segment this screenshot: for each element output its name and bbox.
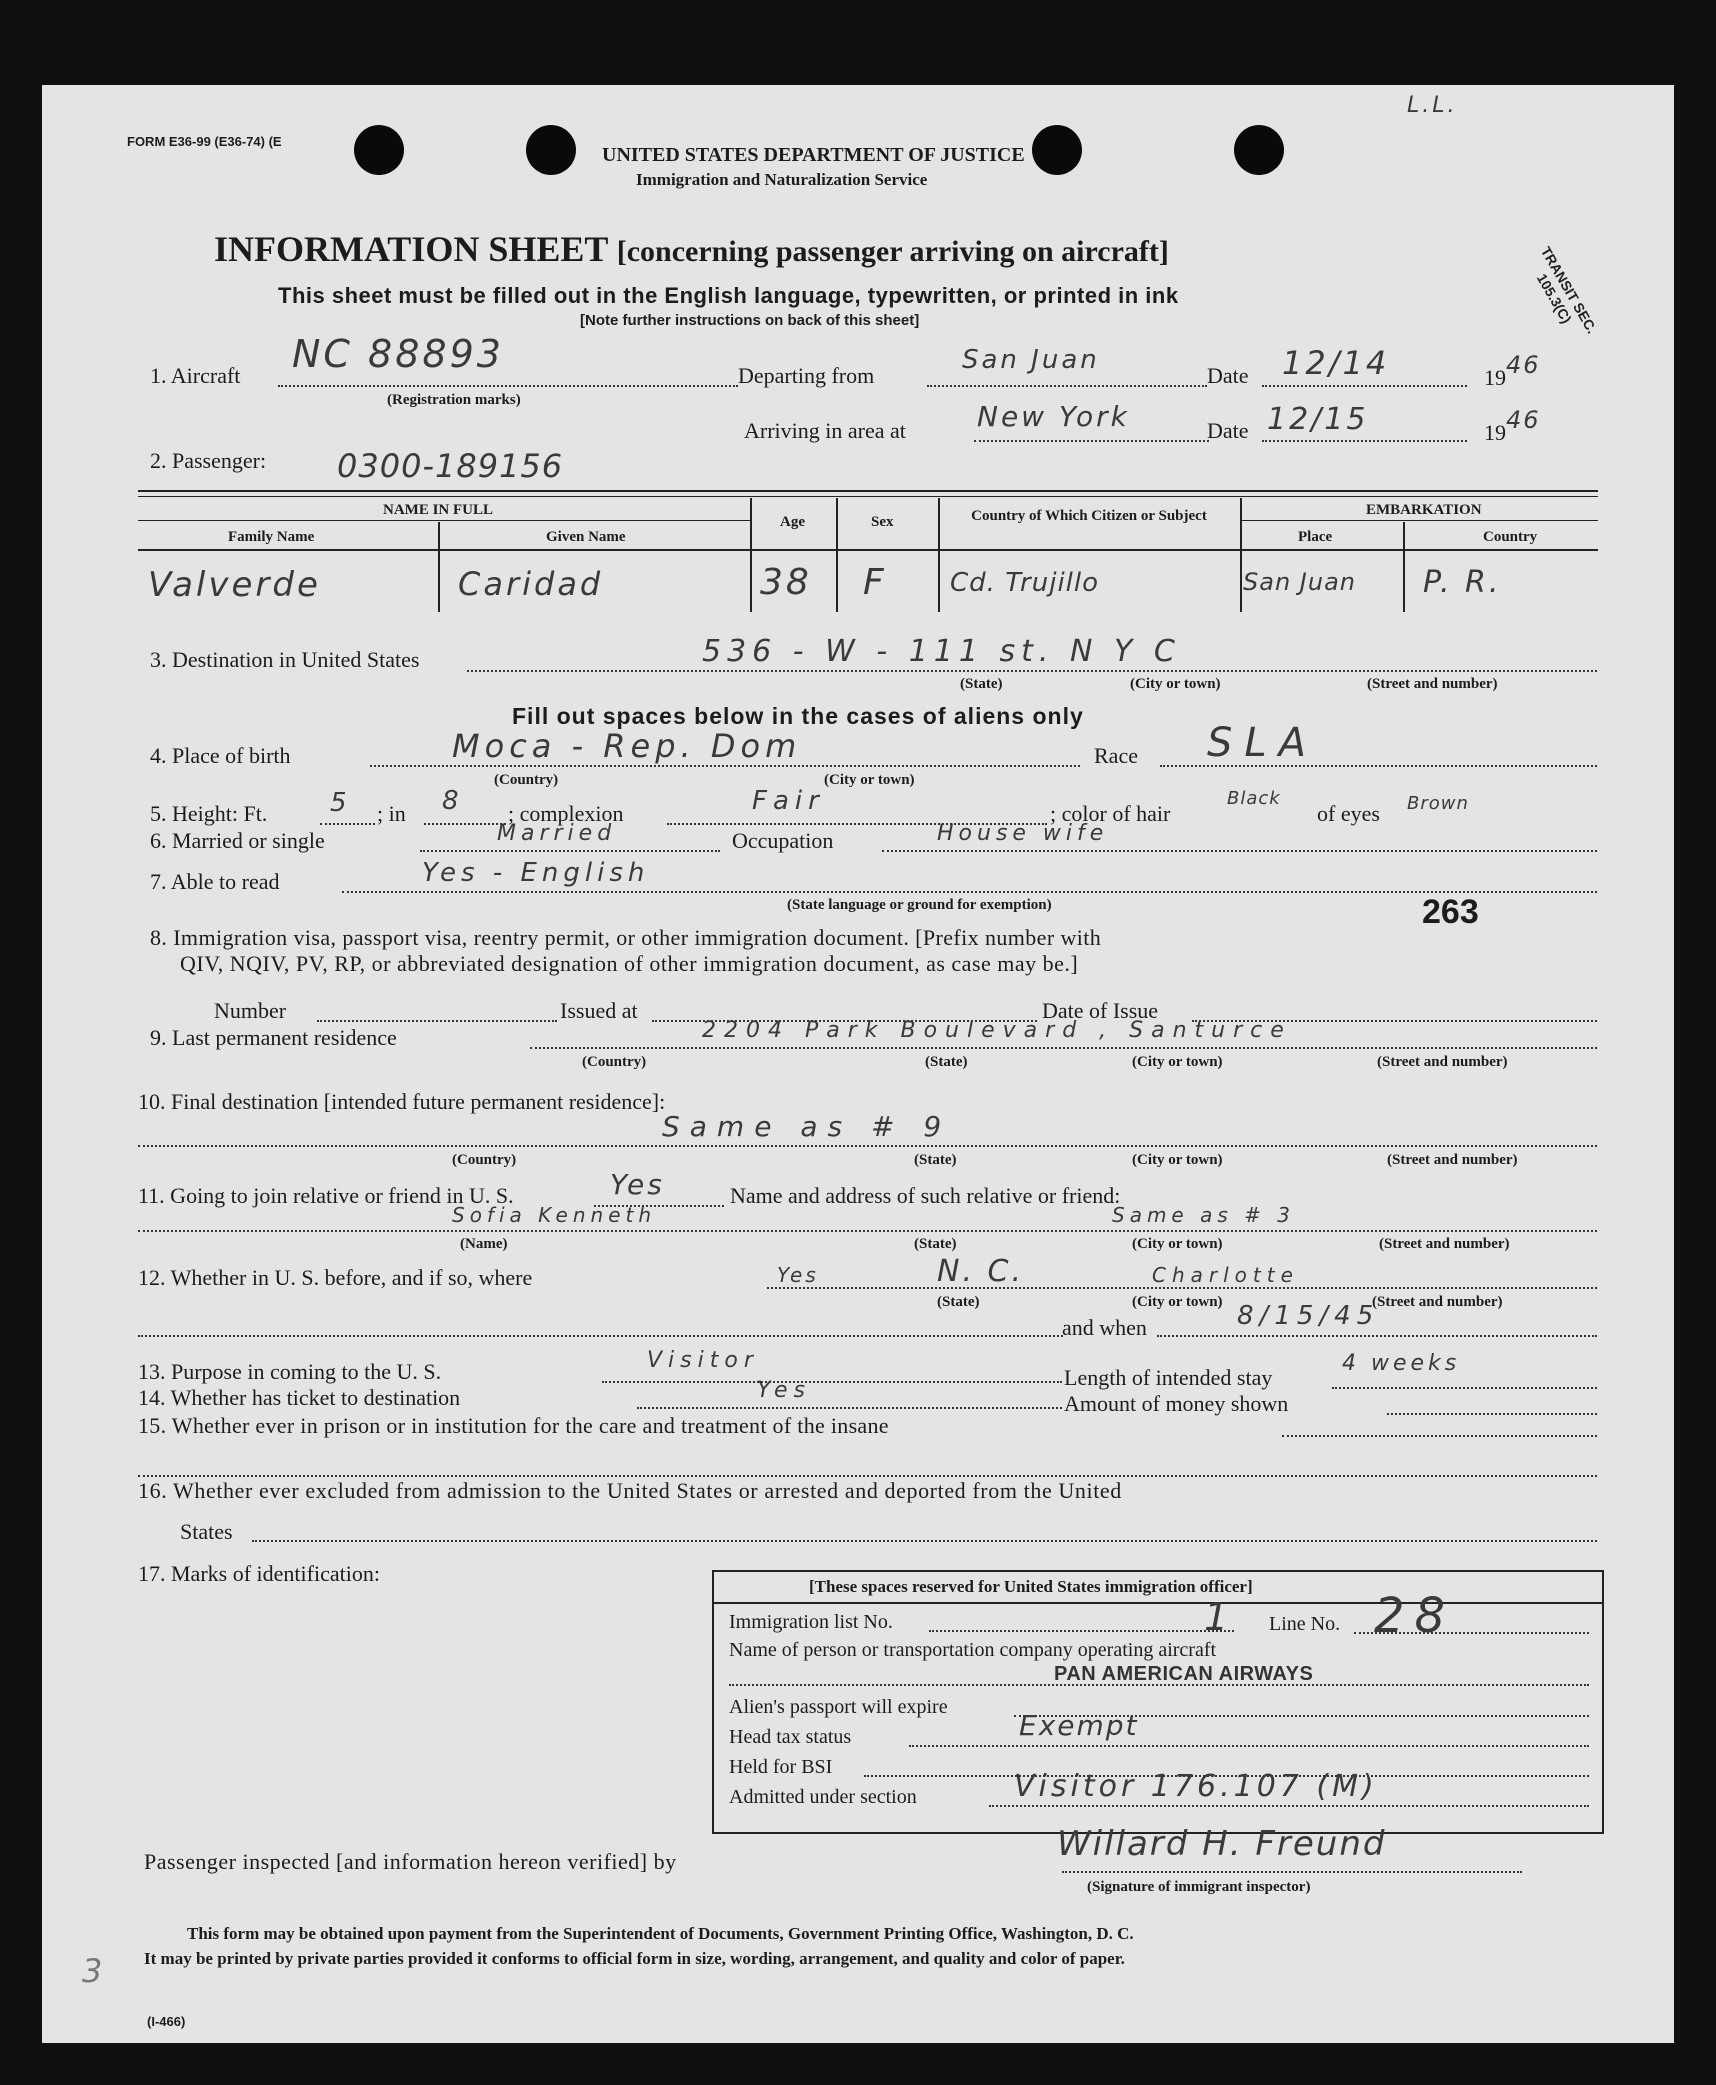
join-relative-label: 11. Going to join relative or friend in U. S.: [138, 1183, 514, 1208]
excluded-line-1: 16. Whether ever excluded from admission to the United States or arrested and deported from the United: [138, 1478, 1122, 1503]
doc-number-label: Number: [214, 998, 287, 1023]
final-state-label: (State): [914, 1152, 957, 1168]
complexion-value: Fair: [752, 786, 825, 816]
marks-label: 17. Marks of identification:: [138, 1561, 380, 1586]
passport-expire-label: Alien's passport will expire: [729, 1696, 948, 1718]
previous-visit-street-label: (Street and number): [1372, 1294, 1503, 1310]
height-in-label: ; in: [377, 801, 406, 826]
given-name-header: Given Name: [546, 529, 626, 545]
arriving-date-label: Date: [1207, 418, 1249, 443]
money-label: Amount of money shown: [1064, 1391, 1289, 1416]
previous-visit-state-label: (State): [937, 1294, 980, 1310]
marital-value: Married: [497, 821, 617, 846]
officer-box: [712, 1570, 1604, 1834]
list-no-value: 1: [1204, 1595, 1232, 1639]
embarkation-header: EMBARKATION: [1366, 502, 1482, 518]
previous-visit-label: 12. Whether in U. S. before, and if so, where: [138, 1265, 533, 1290]
read-label: 7. Able to read: [150, 869, 280, 894]
occupation-label: Occupation: [732, 828, 834, 853]
country-header: Country: [1483, 529, 1538, 545]
final-destination-label: 10. Final destination [intended future permanent residence]:: [138, 1089, 666, 1114]
height-in-value: 8: [442, 786, 462, 816]
arriving-label: Arriving in area at: [744, 418, 906, 443]
destination-label: 3. Destination in United States: [150, 647, 420, 672]
read-value: Yes - English: [422, 858, 650, 888]
doc-date-label: Date of Issue: [1042, 998, 1159, 1023]
stamp-text: TRANSIT SEC. 105.3(C): [1533, 243, 1601, 337]
destination-value: 536 - W - 111 st. N Y C: [702, 634, 1181, 669]
passenger-label: 2. Passenger:: [150, 448, 267, 473]
hair-value: Black: [1227, 788, 1281, 809]
inspection-sub-label: (Signature of immigrant inspector): [1087, 1879, 1311, 1895]
admitted-under-label: Admitted under section: [729, 1786, 917, 1808]
birth-label: 4. Place of birth: [150, 743, 291, 768]
officer-box-header: [These spaces reserved for United States immigration officer]: [809, 1577, 1253, 1596]
occupation-value: House wife: [937, 821, 1109, 846]
instruction-line: This sheet must be filled out in the English language, typewritten, or printed in ink: [278, 283, 1179, 308]
transit-stamp: [1499, 243, 1601, 360]
previous-visit-state: N. C.: [937, 1254, 1024, 1289]
destination-street-label: (Street and number): [1367, 676, 1498, 692]
inspector-signature: Willard H. Freund: [1057, 1824, 1387, 1864]
departing-label: Departing from: [738, 363, 875, 388]
arriving-value: New York: [977, 400, 1130, 433]
doc-stamp-number: 263: [1422, 893, 1479, 931]
age-value: 38: [760, 562, 812, 603]
departing-value: San Juan: [962, 345, 1100, 375]
relative-address-value: Same as # 3: [1112, 1203, 1295, 1227]
birth-city-label: (City or town): [824, 772, 915, 788]
footer-line-2: It may be printed by private parties provided it conforms to official form in size, wording, arrangement, and quality and color of paper.: [144, 1949, 1125, 1968]
line-no-value: 28: [1374, 1588, 1456, 1644]
residence-country-label: (Country): [582, 1054, 647, 1070]
instruction-note: [Note further instructions on back of this sheet]: [580, 312, 920, 329]
punch-hole: [1032, 125, 1082, 175]
height-ft-label: 5. Height: Ft.: [150, 801, 268, 826]
excluded-line-2: States: [180, 1519, 233, 1544]
footer-line-1: This form may be obtained upon payment from the Superintendent of Documents, Government Printing Office, Washington, D. C.: [187, 1924, 1134, 1943]
residence-city-label: (City or town): [1132, 1054, 1223, 1070]
stay-label: Length of intended stay: [1064, 1365, 1273, 1390]
aliens-heading: Fill out spaces below in the cases of aliens only: [512, 703, 1084, 729]
eyes-label: of eyes: [1317, 801, 1380, 826]
name-in-full-header: NAME IN FULL: [383, 502, 494, 518]
final-country-label: (Country): [452, 1152, 517, 1168]
citizen-value: Cd. Trujillo: [950, 568, 1100, 598]
passenger-table: [138, 490, 1598, 615]
relative-name-value: Sofia Kenneth: [452, 1203, 657, 1227]
form-title: INFORMATION SHEET [concerning passenger arriving on aircraft]: [214, 229, 1169, 269]
head-tax-value: Exempt: [1019, 1709, 1139, 1742]
list-no-label: Immigration list No.: [729, 1611, 893, 1633]
embark-place-value: San Juan: [1243, 568, 1356, 596]
departing-year: 1946: [1484, 351, 1541, 390]
previous-visit-when-label: and when: [1062, 1315, 1147, 1340]
arriving-date-value: 12/15: [1267, 402, 1369, 437]
service-name: Immigration and Naturalization Service: [636, 170, 928, 189]
doc-issued-label: Issued at: [560, 998, 638, 1023]
arriving-year: 1946: [1484, 406, 1541, 445]
ticket-value: Yes: [757, 1378, 812, 1403]
punch-hole: [526, 125, 576, 175]
marital-label: 6. Married or single: [150, 828, 325, 853]
final-destination-value: Same as # 9: [662, 1110, 952, 1143]
given-name-value: Caridad: [458, 565, 604, 603]
place-header: Place: [1298, 529, 1333, 545]
sex-header: Sex: [871, 514, 894, 530]
complexion-label: ; complexion: [508, 801, 624, 826]
company-value: PAN AMERICAN AIRWAYS: [1054, 1663, 1314, 1685]
eyes-value: Brown: [1407, 793, 1469, 814]
page-mark: 3: [82, 1952, 106, 1990]
department-name: UNITED STATES DEPARTMENT OF JUSTICE: [602, 144, 1025, 166]
height-ft-value: 5: [330, 788, 350, 818]
birth-value: Moca - Rep. Dom: [452, 727, 802, 765]
punch-hole: [1234, 125, 1284, 175]
doc-line-2: QIV, NQIV, PV, RP, or abbreviated designation of other immigration document, as case may be.]: [180, 951, 1079, 976]
final-city-label: (City or town): [1132, 1152, 1223, 1168]
prison-label: 15. Whether ever in prison or in institution for the care and treatment of the insane: [138, 1413, 889, 1438]
birth-country-label: (Country): [494, 772, 559, 788]
age-header: Age: [780, 514, 805, 530]
read-sub-label: (State language or ground for exemption): [787, 897, 1052, 913]
final-street-label: (Street and number): [1387, 1152, 1518, 1168]
residence-value: 2204 Park Boulevard , Santurce: [702, 1018, 1292, 1043]
previous-visit-city-label: (City or town): [1132, 1294, 1223, 1310]
join-relative-value: Yes: [610, 1168, 665, 1201]
sex-value: F: [863, 562, 887, 603]
form-sheet: [42, 85, 1674, 2043]
punch-hole: [354, 125, 404, 175]
aircraft-value: NC 88893: [292, 332, 504, 376]
race-label: Race: [1094, 743, 1138, 768]
form-code: (I-466): [147, 2014, 186, 2029]
destination-state-label: (State): [960, 676, 1003, 692]
relative-state-sub-label: (State): [914, 1236, 957, 1252]
family-name-header: Family Name: [228, 529, 315, 545]
previous-visit-when-value: 8/15/45: [1237, 1301, 1380, 1331]
race-value: SLA: [1207, 720, 1319, 766]
citizen-header: Country of Which Citizen or Subject: [971, 508, 1207, 524]
family-name-value: Valverde: [148, 565, 321, 605]
aircraft-label: 1. Aircraft: [150, 363, 241, 388]
corner-mark: L.L.: [1407, 93, 1458, 118]
residence-state-label: (State): [925, 1054, 968, 1070]
embark-country-value: P. R.: [1423, 565, 1502, 600]
departing-date-label: Date: [1207, 363, 1249, 388]
hair-label: ; color of hair: [1050, 801, 1171, 826]
head-tax-label: Head tax status: [729, 1726, 852, 1748]
ticket-label: 14. Whether has ticket to destination: [138, 1385, 461, 1410]
residence-street-label: (Street and number): [1377, 1054, 1508, 1070]
relative-name-sub-label: (Name): [460, 1236, 508, 1252]
line-no-label: Line No.: [1269, 1613, 1341, 1635]
departing-date-value: 12/14: [1282, 344, 1390, 382]
passenger-value: 0300-189156: [337, 447, 564, 485]
destination-city-label: (City or town): [1130, 676, 1221, 692]
relative-city-sub-label: (City or town): [1132, 1236, 1223, 1252]
stay-value: 4 weeks: [1342, 1351, 1461, 1376]
previous-visit-city: Charlotte: [1152, 1263, 1299, 1287]
purpose-label: 13. Purpose in coming to the U. S.: [138, 1359, 442, 1384]
form-number: FORM E36-99 (E36-74) (E: [127, 134, 282, 149]
purpose-value: Visitor: [647, 1348, 759, 1373]
company-label: Name of person or transportation company operating aircraft: [729, 1639, 1217, 1661]
bsi-label: Held for BSI: [729, 1756, 833, 1778]
previous-visit-value: Yes: [777, 1263, 819, 1287]
doc-line-1: 8. Immigration visa, passport visa, reentry permit, or other immigration document. [Prefix number with: [150, 925, 1102, 950]
inspection-label: Passenger inspected [and information hereon verified] by: [144, 1849, 677, 1874]
aircraft-sub-label: (Registration marks): [387, 392, 521, 408]
relative-name-address-label: Name and address of such relative or friend:: [730, 1183, 1121, 1208]
relative-street-sub-label: (Street and number): [1379, 1236, 1510, 1252]
admitted-under-value: Visitor 176.107 (M): [1014, 1769, 1378, 1804]
residence-label: 9. Last permanent residence: [150, 1025, 397, 1050]
